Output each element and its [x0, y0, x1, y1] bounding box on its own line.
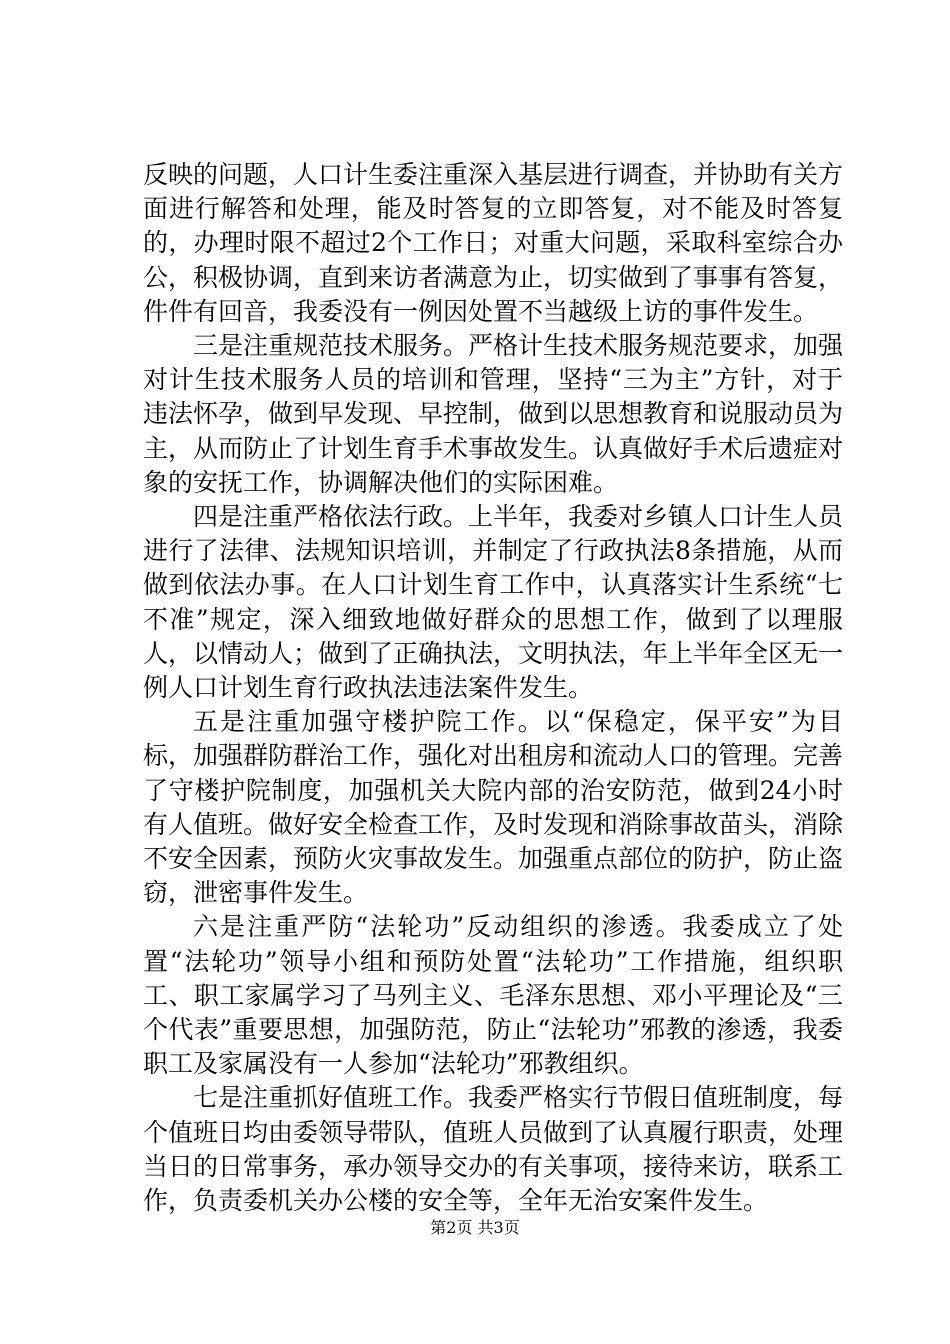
paragraph-technical-service: 三是注重规范技术服务。严格计生技术服务规范要求，加强对计生技术服务人员的培训和管理，坚持“三为主”方针，对于违法怀孕，做到早发现、早控制，做到以思想教育和说服动员为主，从而防止了计划生育手术事故发生。认真做好手术后遗症对象的安抚工作，协调解决他们的实际困难。 [143, 331, 844, 497]
paragraph-lawful-administration: 四是注重严格依法行政。上半年，我委对乡镇人口计生人员进行了法律、法规知识培训，并制定了行政执法8条措施，从而做到依法办事。在人口计划生育工作中，认真落实计生系统“七不准”规定，深入细致地做好群众的思想工作，做到了以理服人，以情动人；做到了正确执法，文明执法，年上半年全区无一例人口计划生育行政执法违法案件发生。 [143, 502, 844, 703]
paragraph-prevention: 六是注重严防“法轮功”反动组织的渗透。我委成立了处置“法轮功”领导小组和预防处置“法轮功”工作措施，组织职工、职工家属学习了马列主义、毛泽东思想、邓小平理论及“三个代表”重要思想，加强防范，防止“法轮功”邪教的渗透，我委职工及家属没有一人参加“法轮功”邪教组织。 [143, 912, 843, 1079]
document-body [143, 158, 843, 1218]
paragraph-building-security: 五是注重加强守楼护院工作。以“保稳定，保平安”为目标，加强群防群治工作，强化对出租房和流动人口的管理。完善了守楼护院制度，加强机关大院内部的治安防范，做到24小时有人值班。做好安全检查工作，及时发现和消除事故苗头，消除不安全因素，预防火灾事故发生。加强重点部位的防护，防止盗窃，泄密事件发生。 [143, 707, 844, 908]
paragraph-continued: 反映的问题，人口计生委注重深入基层进行调查，并协助有关方面进行解答和处理，能及时答复的立即答复，对不能及时答复的，办理时限不超过2个工作日；对重大问题，采取科室综合办公，积极协调，直到来访者满意为止，切实做到了事事有答复，件件有回音，我委没有一例因处置不当越级上访的事件发生。 [143, 160, 844, 326]
page-number-footer: 第2页 共3页 [430, 1218, 520, 1237]
paragraph-duty-shift: 七是注重抓好值班工作。我委严格实行节假日值班制度，每个值班日均由委领导带队，值班人员做到了认真履行职责，处理当日的日常事务，承办领导交办的有关事项，接待来访，联系工作，负责委机关办公楼的安全等，全年无治安案件发生。 [143, 1083, 844, 1216]
